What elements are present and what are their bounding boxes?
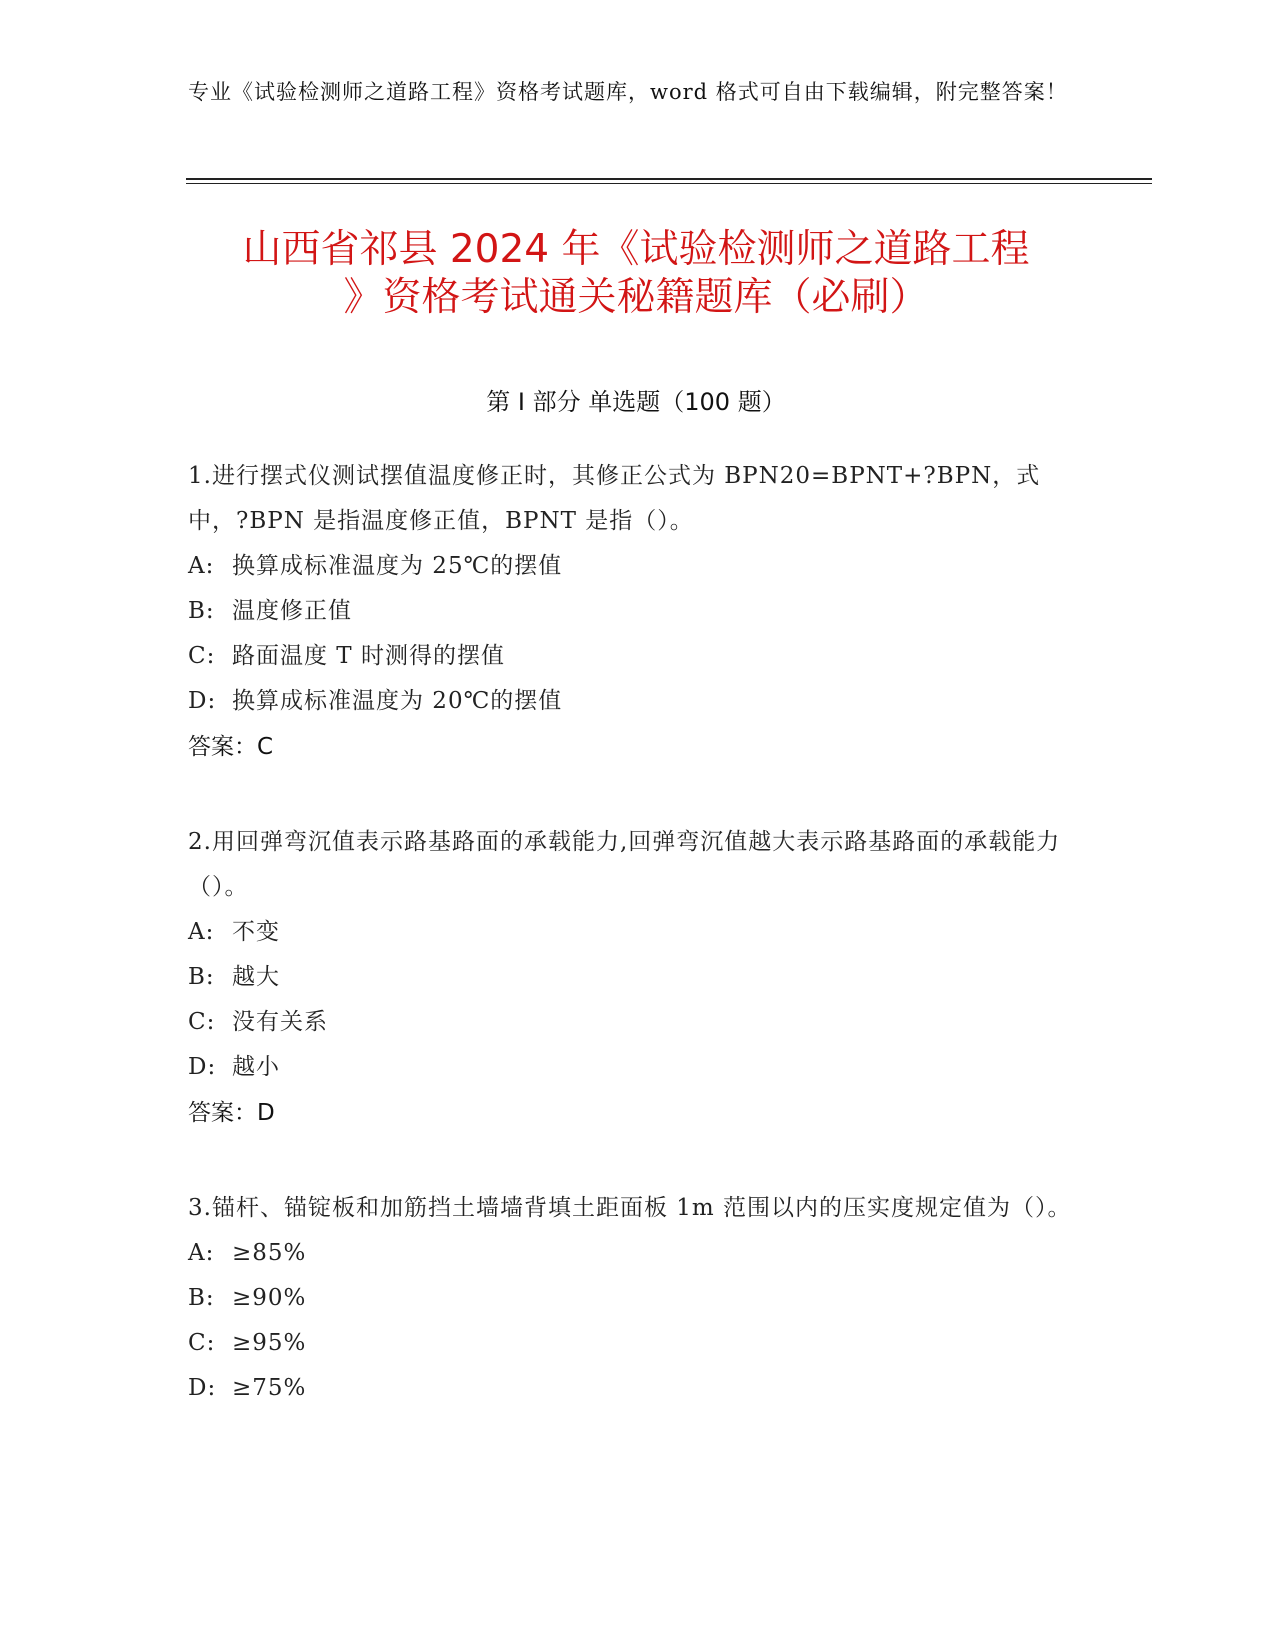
option-b [188,955,1088,1000]
option-letter: A: [188,553,215,579]
option-text: 换算成标准温度为 25℃的摆值 [232,553,563,579]
option-letter: C: [188,1330,216,1356]
option-text: 换算成标准温度为 20℃的摆值 [232,688,563,714]
option-text: 不变 [232,919,280,945]
option-letter: B: [188,1285,215,1311]
answer: 答案：C [188,734,274,760]
answer: 答案：D [188,1100,275,1126]
question-stem: 2.用回弹弯沉值表示路基路面的承载能力,回弹弯沉值越大表示路基路面的承载能力（）。 [188,829,1061,900]
option-c [188,634,1088,679]
option-letter: B: [188,964,215,990]
option-d [188,1366,1088,1411]
option-letter: D: [188,1054,217,1080]
option-letter: C: [188,1009,216,1035]
option-letter: D: [188,688,217,714]
header-note: 专业《试验检测师之道路工程》资格考试题库，word 格式可自由下载编辑，附完整答案！ [188,80,1068,104]
option-c [188,1321,1088,1366]
option-b [188,589,1088,634]
option-text: ≥90% [232,1285,307,1311]
document-title [186,226,1086,322]
option-text: 越大 [232,964,280,990]
question-2 [188,820,1088,1136]
option-text: ≥85% [232,1240,307,1266]
option-text: 路面温度 T 时测得的摆值 [232,643,505,669]
option-letter: A: [188,919,215,945]
section-title: 第 I 部分 单选题（100 题） [486,388,786,416]
question-stem: 3.锚杆、锚锭板和加筋挡土墙墙背填土距面板 1m 范围以内的压实度规定值为（）。 [188,1195,1072,1221]
option-a [188,910,1088,955]
option-d [188,679,1088,724]
option-letter: A: [188,1240,215,1266]
header-rule-thin [186,183,1152,184]
option-c [188,1000,1088,1045]
option-a [188,1231,1088,1276]
option-letter: D: [188,1375,217,1401]
option-text: 没有关系 [232,1009,328,1035]
option-letter: C: [188,643,216,669]
option-d [188,1045,1088,1090]
option-text: ≥75% [232,1375,307,1401]
title-line-2: 》资格考试通关秘籍题库（必刷） [343,275,929,320]
question-stem: 1.进行摆式仪测试摆值温度修正时，其修正公式为 BPN20=BPNT+?BPN，式中，?BPN 是指温度修正值，BPNT 是指（）。 [188,463,1041,534]
option-text: 越小 [232,1054,280,1080]
header-rule-thick [186,178,1152,180]
option-letter: B: [188,598,215,624]
question-3 [188,1186,1088,1411]
option-text: ≥95% [232,1330,307,1356]
option-a [188,544,1088,589]
question-1 [188,454,1088,770]
title-line-1: 山西省祁县 2024 年《试验检测师之道路工程 [242,227,1030,272]
option-b [188,1276,1088,1321]
option-text: 温度修正值 [232,598,352,624]
